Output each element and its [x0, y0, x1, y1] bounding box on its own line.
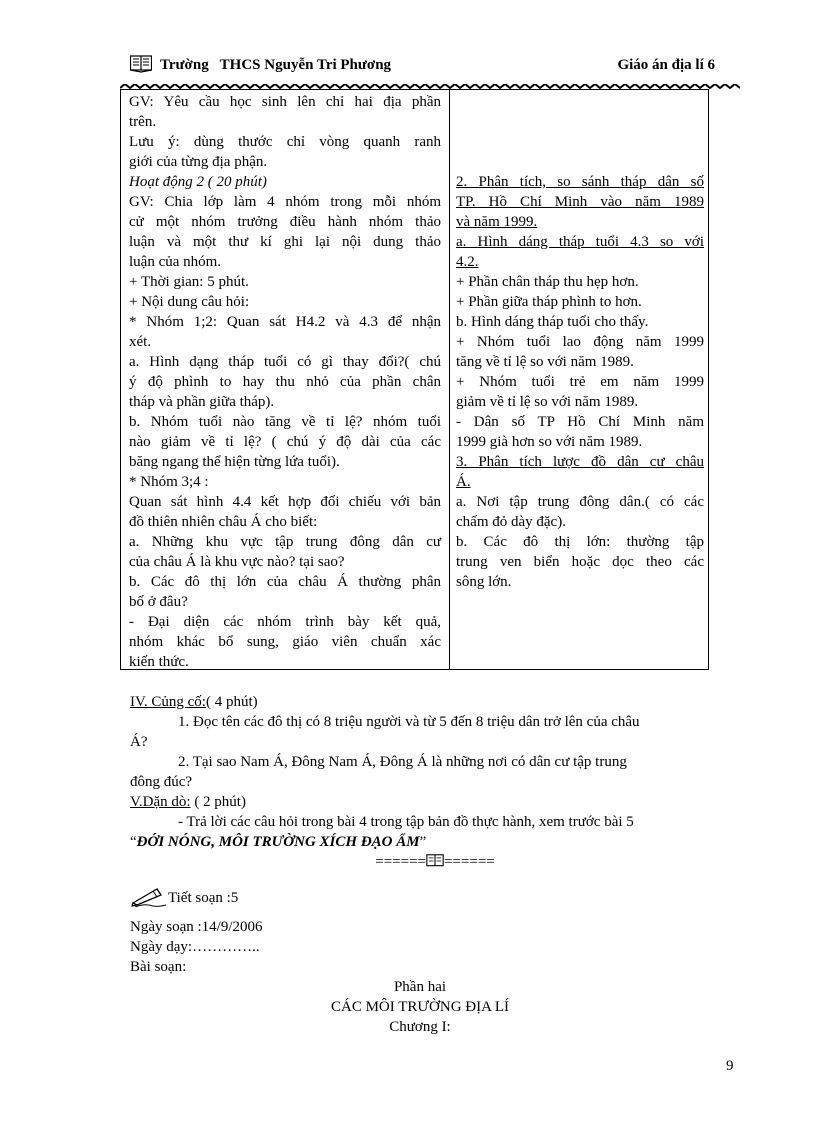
- period-label: [168, 888, 468, 908]
- table-line: GV: Yêu cầu học sinh lên chỉ hai địa phần: [129, 94, 441, 110]
- chapter-title: Chương I:: [389, 1019, 451, 1035]
- next-lesson-title: ĐỚI NÓNG, MÔI TRƯỜNG XÍCH ĐẠO ẨM: [136, 834, 420, 850]
- separator: [130, 852, 740, 872]
- homework-line: - Trả lời các câu hỏi trong bài 4 trong tập bản đồ thực hành, xem trước bài 5: [178, 814, 634, 830]
- content-column: [456, 172, 704, 592]
- table-line: băng ngang thể hiện từng lứa tuổi).: [129, 454, 340, 470]
- table-line: - Đại diện các nhóm trình bày kết quả,: [129, 614, 441, 630]
- table-line: tăng về tỉ lệ so với năm 1989.: [456, 354, 634, 370]
- table-line: a. Những khu vực tập trung đông dân cư: [129, 534, 441, 550]
- table-line: a. Nơi tập trung đông dân.( có các: [456, 494, 704, 510]
- table-line: b. Các đô thị lớn của châu Á thường phân: [129, 574, 441, 590]
- table-line: + Nhóm tuổi lao động năm 1999: [456, 334, 704, 350]
- question-line: 2. Tại sao Nam Á, Đông Nam Á, Đông Á là những nơi có dân cư tập trung: [178, 754, 627, 770]
- part-heading: [130, 977, 710, 1037]
- section-heading: 2. Phân tích, so sánh tháp dân số: [456, 174, 704, 190]
- table-line: b. Các đô thị lớn: thường tập: [456, 534, 704, 550]
- question-line: Á?: [130, 734, 148, 750]
- homework-heading: V.Dặn dò:: [130, 794, 191, 810]
- section-heading: và năm 1999.: [456, 214, 538, 230]
- table-line: xét.: [129, 334, 152, 350]
- table-line: luận và một thư kí ghi lại nội dung thảo: [129, 234, 441, 250]
- open-book-icon: [130, 55, 152, 73]
- table-line: b. Nhóm tuổi nào tăng về tỉ lệ? nhóm tuổi: [129, 414, 441, 430]
- table-line: + Thời gian: 5 phút.: [129, 274, 249, 290]
- table-line: b. Hình dáng tháp tuổi cho thấy.: [456, 314, 649, 330]
- table-line: sông lớn.: [456, 574, 512, 590]
- date-taught: Ngày dạy:…………..: [130, 939, 260, 955]
- subsection-heading: 4.2.: [456, 254, 479, 270]
- table-line: Quan sát hình 4.4 kết hợp đối chiếu với bản: [129, 494, 441, 510]
- subject-title: Giáo án địa lí 6: [617, 57, 715, 73]
- lesson-info: [130, 917, 740, 977]
- table-line: GV: Chia lớp làm 4 nhóm trong mỗi nhóm: [129, 194, 441, 210]
- homework-heading-line: [130, 792, 740, 812]
- table-line: trung ven biển hoặc dọc theo các: [456, 554, 704, 570]
- next-lesson-title-line: [130, 832, 740, 852]
- table-line: 1999 già hơn so với năm 1989.: [456, 434, 643, 450]
- separator-left: ======: [375, 854, 426, 870]
- quote-close: ”: [419, 834, 427, 850]
- question-line: 1. Đọc tên các đô thị có 8 triệu người và từ 5 đến 8 triệu dân trở lên của châu: [178, 714, 640, 730]
- page-number: 9: [726, 1058, 734, 1074]
- period-text: Tiết soạn :5: [168, 890, 239, 906]
- table-line: của châu Á là khu vực nào? tại sao?: [129, 554, 345, 570]
- table-line: chấm đỏ dày đặc).: [456, 514, 566, 530]
- activity-heading: Hoạt động 2 ( 20 phút): [129, 174, 267, 190]
- homework-time: ( 2 phút): [190, 794, 246, 810]
- table-line: + Nội dung câu hỏi:: [129, 294, 250, 310]
- table-line: + Phần giữa tháp phình to hơn.: [456, 294, 642, 310]
- lesson-label: Bài soạn:: [130, 959, 187, 975]
- table-line: trên.: [129, 114, 157, 130]
- table-line: giới của từng địa phận.: [129, 154, 268, 170]
- table-line: kiến thức.: [129, 654, 189, 670]
- question-line: đông đúc?: [130, 774, 193, 790]
- page-header: [130, 55, 715, 79]
- table-line: + Nhóm tuổi trẻ em năm 1999: [456, 374, 704, 390]
- section-heading: Á.: [456, 474, 471, 490]
- consolidation-heading: IV. Củng cố:: [130, 694, 206, 710]
- table-line: cử một nhóm trưởng điều hành nhóm thảo: [129, 214, 441, 230]
- table-line: nào giảm về tỉ lệ? ( chú ý độ dài của các: [129, 434, 441, 450]
- table-line: - Dân số TP Hồ Chí Minh năm: [456, 414, 704, 430]
- table-line: * Nhóm 3;4 :: [129, 474, 209, 490]
- part-title: Phần hai: [393, 979, 447, 995]
- separator-right: ======: [444, 854, 495, 870]
- table-line: ý độ phình to hay thu nhỏ của phần chân: [129, 374, 441, 390]
- section-heading: TP. Hồ Chí Minh vào năm 1989: [456, 194, 704, 210]
- subsection-heading: a. Hình dáng tháp tuổi 4.3 so với: [456, 234, 704, 250]
- table-line: + Phần chân tháp thu hẹp hơn.: [456, 274, 639, 290]
- table-line: đồ thiên nhiên châu Á cho biết:: [129, 514, 318, 530]
- section-heading: 3. Phân tích lược đồ dân cư châu: [456, 454, 704, 470]
- table-line: * Nhóm 1;2: Quan sát H4.2 và 4.3 để nhận: [129, 314, 441, 330]
- part-subtitle: CÁC MÔI TRƯỜNG ĐỊA LÍ: [330, 999, 510, 1015]
- consolidation-section: [130, 692, 740, 872]
- table-line: tháp và phần giữa tháp).: [129, 394, 275, 410]
- quote-open: “: [130, 834, 137, 850]
- table-line: giảm về tỉ lệ so với năm 1989.: [456, 394, 639, 410]
- consolidation-time: ( 4 phút): [205, 694, 258, 710]
- table-line: bố ở đâu?: [129, 594, 188, 610]
- school-name: Trường THCS Nguyễn Tri Phương: [160, 57, 392, 73]
- teacher-activity-column: [129, 92, 441, 672]
- open-book-icon: [426, 854, 444, 868]
- pencil-writing-icon: [131, 883, 167, 907]
- table-line: a. Hình dạng tháp tuổi có gì thay đổi?( chú: [129, 354, 441, 370]
- table-column-divider: [449, 89, 450, 670]
- date-prepared: Ngày soạn :14/9/2006: [130, 919, 263, 935]
- table-line: luận của nhóm.: [129, 254, 222, 270]
- table-line: Lưu ý: dùng thước chỉ vòng quanh ranh: [129, 134, 441, 150]
- table-line: nhóm khác bổ sung, giáo viên chuẩn xác: [129, 634, 441, 650]
